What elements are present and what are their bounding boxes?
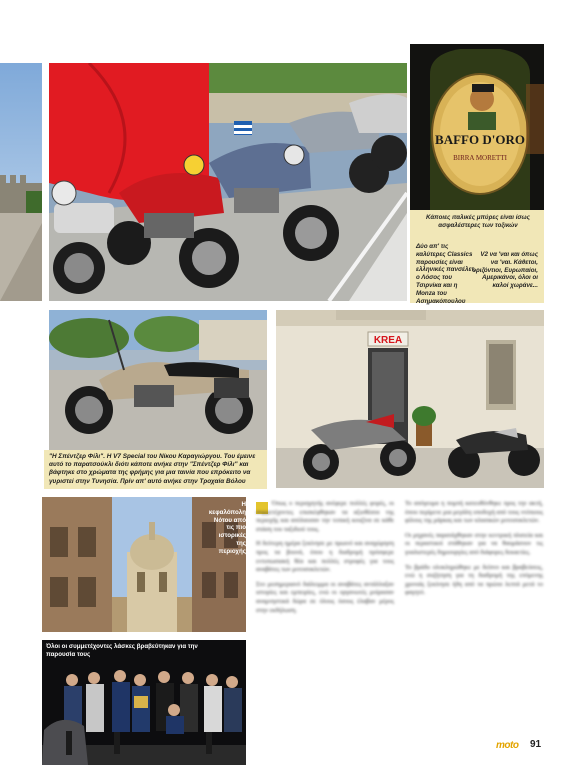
body-paragraph: Οι μηχανές παρατάχθηκαν στην κεντρική πλατεία και οι περαστικοί στάθηκαν για να θαυμάσουν τις γυαλιστερές δημιουργίες από διάφορες δεκαετίες. bbox=[405, 531, 543, 556]
body-column-1 bbox=[256, 500, 394, 621]
body-paragraph: Στο μεσημεριανό διάλειμμα οι αναβάτες αντάλλαξαν ιστορίες και εμπειρίες, ενώ οι οργανωτές μοίρασαν αναμνηστικά δώρα σε όλους όσους έλαβαν μέρος στην εκδήλωση. bbox=[256, 580, 394, 614]
v7-special-caption: "Η Σπέντζερ Φίλι". Η V7 Special του Νίκου Καραγιώργου. Του έμεινε αυτό το παρατσούκλι διότι κάποτε ανήκε στην "Σπέντζερ Φίλι" και βάφτηκε στο χρώματα της φρήμης για μια ταινία που επρόκειτο να γυριστεί στην Τυνησία. Πρίν απ' αυτό ανήκε στην Τροχαία Βόλου bbox=[44, 450, 267, 489]
beer-caption-lead: Κάποιες ιταλικές μπύρες είναι ίσως ασφαλέστερες των τοξικών bbox=[426, 214, 530, 229]
photo-v7-special bbox=[49, 310, 267, 450]
magazine-logo: moto bbox=[496, 740, 519, 751]
classics-caption: Δύο απ' τις καλύτερες Classics παρουσίες είναι ελληνικές πανσέλετ, ο Λόσος του Τσιρνίκα και η Monza του Ασημακόπουλου bbox=[416, 243, 476, 305]
body-column-2 bbox=[405, 500, 543, 604]
body-paragraph: Η δεύτερη ημέρα ξεκίνησε με πρωινό και αναχώρηση προς τα βουνά, όπου η διαδρομή πρόσφερε εντυπωσιακή θέα και πολλές στροφές για τους αναβάτες των μοτοσυκλετών. bbox=[256, 540, 394, 574]
beer-subbrand-text: BIRRA MORETTI bbox=[453, 154, 507, 162]
page-number: 91 bbox=[530, 739, 542, 750]
body-paragraph: Το απόγευμα η πομπή κατευθύνθηκε προς την ακτή, όπου περίμενε μια μεγάλη υποδοχή από τους ντόπιους φίλους της μάρκας και των κλασικών μοτοσυκλετών. bbox=[405, 500, 543, 525]
photo-shop-front bbox=[276, 310, 544, 488]
group-caption: Όλοι οι συμμετέχοντες λάσκες βραβεύτηκαν για την παρουσία τους bbox=[46, 643, 198, 658]
beer-brand-text: BAFFO D'ORO bbox=[435, 132, 525, 147]
shop-sign-text: KREA bbox=[373, 335, 403, 346]
photo-motorcycles-line bbox=[49, 63, 407, 301]
body-paragraph: Το βράδυ ολοκληρώθηκε με δείπνο και βραβεύσεις, ενώ η συζήτηση για τη διαδρομή της επόμενης χρονιάς ξεκίνησε ήδη από τα πρώτα λεπτά μετά το φαγητό. bbox=[405, 563, 543, 597]
photo-castle-slice bbox=[0, 63, 42, 301]
v2-caption: V2 να 'ναι και όπως να 'ναι. Κάθετοι, οριζόντιοι, Ευρωπαίοι, Αμερικάνοι, όλοι οι καλοί χωράνε... bbox=[472, 251, 538, 290]
beer-caption-box bbox=[410, 210, 544, 303]
noto-caption: Η κεφαλόπολη Νότου από τις πιο ιστορικές της περιοχής bbox=[208, 501, 246, 555]
photo-beer-bottle bbox=[410, 44, 544, 210]
photo-group bbox=[42, 640, 246, 765]
body-paragraph: Όπως ο περιηγητής ανέφερε πολλές φορές, οι συμμετέχοντες επισκέφθηκαν τα αξιοθέατα της περιοχής και απόλαυσαν την τοπική κουζίνα σε κάθε στάση του ταξιδιού τους. bbox=[256, 500, 394, 533]
